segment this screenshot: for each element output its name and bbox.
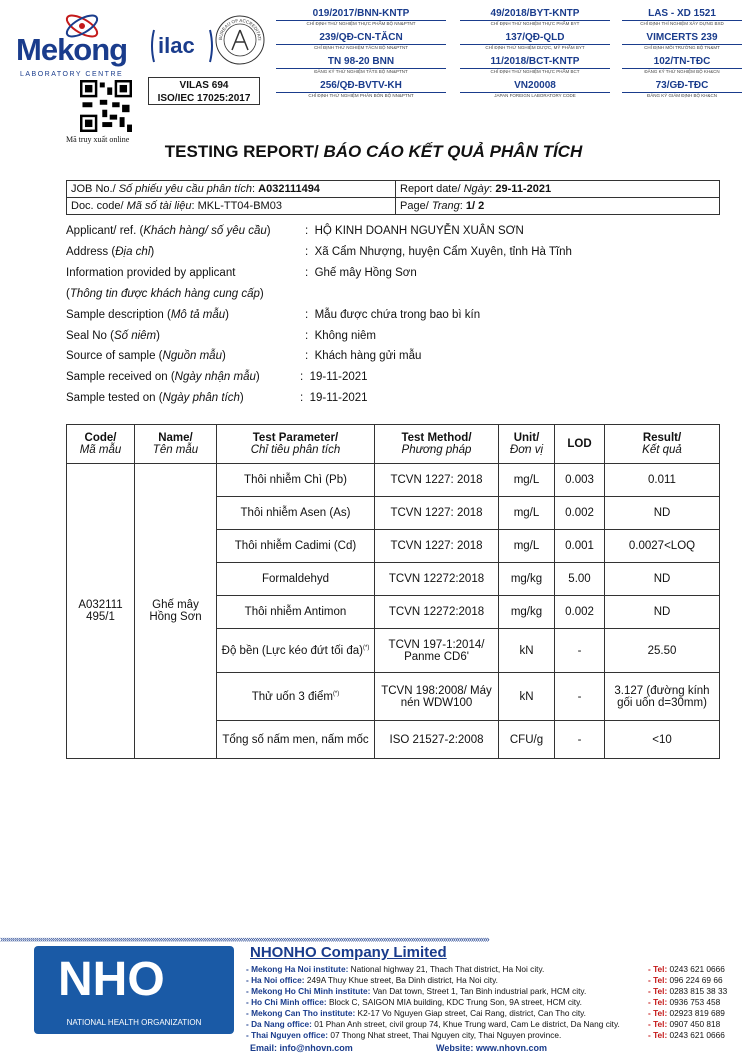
received-value: : 19-11-2021 <box>300 371 368 383</box>
tel-line: - Tel: 0283 815 38 33 <box>648 986 728 996</box>
header-name: Name/ Tên mẫu <box>135 425 217 464</box>
office-line: - Ha Noi office: 249A Thuy Khue street, Ba Dinh district, Ha Noi city. <box>246 975 498 985</box>
lod-cell: 0.001 <box>555 530 605 563</box>
method-cell: TCVN 1227: 2018 <box>375 497 499 530</box>
lod-cell: 0.002 <box>555 596 605 629</box>
unit-cell: mg/kg <box>499 563 555 596</box>
office-line: - Mekong Ha Noi institute: National highway 21, Thach That district, Ha Noi city. <box>246 964 545 974</box>
param-cell: Thôi nhiễm Asen (As) <box>217 497 375 530</box>
cert-item: VIMCERTS 239 CHỈ ĐỊNH MÔI TRƯỜNG BỘ TN&MT <box>622 32 742 51</box>
nho-logo <box>34 946 234 1034</box>
info-provided-label-vi: (Thông tin được khách hàng cung cấp) <box>66 288 264 300</box>
result-cell: ND <box>605 563 720 596</box>
cert-item: LAS - XD 1521 CHỈ ĐỊNH THÍ NGHIỆM XÂY DỰNG BXD <box>622 8 742 27</box>
office-line: - Da Nang office: 01 Phan Anh street, civil group 74, Khue Trung ward, Cam Le district, Da Nang city. <box>246 1019 620 1029</box>
header-result: Result/ Kết quả <box>605 425 720 464</box>
result-cell: 25.50 <box>605 629 720 673</box>
report-date-cell: Report date/ Ngày: 29-11-2021 <box>396 181 720 198</box>
office-line: - Thai Nguyen office: 07 Thong Nhat street, Thai Nguyen city, Thai Nguyen province. <box>246 1030 562 1040</box>
param-cell: Thử uốn 3 điểm(*) <box>217 673 375 721</box>
param-cell: Thôi nhiễm Chì (Pb) <box>217 464 375 497</box>
applicant-value: : HỘ KINH DOANH NGUYỄN XUÂN SƠN <box>305 225 524 237</box>
tested-label: Sample tested on (Ngày phân tích) <box>66 392 244 404</box>
nho-letters: NHO <box>58 953 165 1006</box>
cert-item: VN20008 JAPAN FOREIGN LABORATORY CODE <box>460 80 610 99</box>
method-cell: TCVN 198:2008/ Máy nén WDW100 <box>375 673 499 721</box>
applicant-label: Applicant/ ref. (Khách hàng/ số yêu cầu) <box>66 225 271 237</box>
office-line: - Mekong Ho Chi Minh institute: Van Dat town, Street 1, Tan Binh industrial park, HCM city. <box>246 986 587 996</box>
cert-item: 137/QĐ-QLD CHỈ ĐỊNH THỬ NGHIỆM DƯỢC, MỸ PHẨM BYT <box>460 32 610 51</box>
tel-line: - Tel: 02923 819 689 <box>648 1008 725 1018</box>
source-value: : Khách hàng gửi mẫu <box>305 350 422 362</box>
cert-item: 256/QĐ-BVTV-KH CHỈ ĐỊNH THỬ NGHIỆM PHÂN BÓN BỘ NN&PTNT <box>276 80 446 99</box>
unit-cell: mg/L <box>499 464 555 497</box>
sample-name: Ghế mây Hồng Sơn <box>135 464 217 759</box>
cert-item: 239/QĐ-CN-TĂCN CHỈ ĐỊNH THỬ NGHIỆM TĂCN BỘ NN&PTNT <box>276 32 446 51</box>
tested-value: : 19-11-2021 <box>300 392 368 404</box>
sample-code: A032111 495/1 <box>67 464 135 759</box>
lod-cell: 5.00 <box>555 563 605 596</box>
param-cell: Thôi nhiễm Cadimi (Cd) <box>217 530 375 563</box>
report-title: TESTING REPORT/ BÁO CÁO KẾT QUẢ PHÂN TÍCH <box>164 142 583 161</box>
method-cell: TCVN 12272:2018 <box>375 563 499 596</box>
param-cell: Thôi nhiễm Antimon <box>217 596 375 629</box>
header-code: Code/ Mã mẫu <box>67 425 135 464</box>
info-provided-value: : Ghế mây Hồng Sơn <box>305 267 417 279</box>
company-name: NHONHO Company Limited <box>250 944 447 961</box>
footer-chevron-line: »»»»»»»»»»»»»»»»»»»»»»»»»»»»»»»»»»»»»»»»»»»»»»»»»»»»»»»»»»»»»»»»»»»»»»»»»»»»»»»»»»»»»»»»»»»»»»»»»»»»»»»»»»»»»»»»»»»»»»»»»» <box>0 934 489 944</box>
table-row <box>67 464 720 497</box>
result-cell: 3.127 (đường kính gối uốn d=30mm) <box>605 673 720 721</box>
result-cell: <10 <box>605 721 720 759</box>
method-cell: TCVN 1227: 2018 <box>375 464 499 497</box>
header-method: Test Method/ Phương pháp <box>375 425 499 464</box>
ilac-logo <box>150 26 214 66</box>
cert-item: 019/2017/BNN-KNTP CHỈ ĐỊNH THỬ NGHIỆM THỰC PHẨM BỘ NN&PTNT <box>276 8 446 27</box>
cert-item: 49/2018/BYT-KNTP CHỈ ĐỊNH THỬ NGHIỆM THỰC PHẨM BYT <box>460 8 610 27</box>
result-cell: 0.011 <box>605 464 720 497</box>
job-number-cell: JOB No./ Số phiếu yêu cầu phân tích: A032111494 <box>67 181 396 198</box>
param-cell: Tổng số nấm men, nấm mốc <box>217 721 375 759</box>
source-label: Source of sample (Nguồn mẫu) <box>66 350 226 362</box>
results-table <box>66 424 720 759</box>
unit-cell: mg/kg <box>499 596 555 629</box>
header-unit: Unit/ Đơn vị <box>499 425 555 464</box>
unit-cell: kN <box>499 673 555 721</box>
param-cell: Độ bền (Lực kéo đứt tối đa)(*) <box>217 629 375 673</box>
vilas-badge <box>148 77 260 105</box>
cert-item: 73/GĐ-TĐC ĐĂNG KÝ GIÁM ĐỊNH BỘ KH&CN <box>622 80 742 99</box>
tel-line: - Tel: 0243 621 0666 <box>648 1030 725 1040</box>
page-cell: Page/ Trang: 1/ 2 <box>396 198 720 215</box>
method-cell: TCVN 12272:2018 <box>375 596 499 629</box>
unit-cell: kN <box>499 629 555 673</box>
address-value: : Xã Cẩm Nhượng, huyện Cẩm Xuyên, tỉnh Hà Tĩnh <box>305 246 572 258</box>
qr-code-icon[interactable] <box>80 80 132 132</box>
result-cell: ND <box>605 596 720 629</box>
email-link[interactable]: Email: info@nhovn.com <box>250 1043 353 1053</box>
vilas-line2: ISO/IEC 17025:2017 <box>157 93 251 104</box>
unit-cell: CFU/g <box>499 721 555 759</box>
sample-description-value: : Mẫu được chứa trong bao bì kín <box>305 309 481 321</box>
result-cell: ND <box>605 497 720 530</box>
lod-cell: - <box>555 673 605 721</box>
svg-text:BUREAU OF ACCREDITATION: BUREAU OF ACCREDITATI <box>217 17 263 41</box>
tel-line: - Tel: 0907 450 818 <box>648 1019 721 1029</box>
info-provided-label: Information provided by applicant <box>66 267 236 279</box>
sample-description-label: Sample description (Mô tả mẫu) <box>66 309 229 321</box>
tel-line: - Tel: 096 224 69 66 <box>648 975 723 985</box>
doc-code-cell: Doc. code/ Mã số tài liệu: MKL-TT04-BM03 <box>67 198 396 215</box>
logo-name: Mekong <box>16 32 128 67</box>
office-line: - Ho Chi Minh office: Block C, SAIGON MIA building, KDC Trung Son, 9A street, HCM city. <box>246 997 582 1007</box>
unit-cell: mg/L <box>499 497 555 530</box>
website-link[interactable]: Website: www.nhovn.com <box>436 1043 548 1053</box>
cert-item: 11/2018/BCT-KNTP CHỈ ĐỊNH THỬ NGHIỆM THỰC PHẨM BCT <box>460 56 610 75</box>
logo-subtitle: LABORATORY CENTRE <box>20 71 124 78</box>
result-cell: 0.0027<LOQ <box>605 530 720 563</box>
address-label: Address (Địa chỉ) <box>66 246 155 258</box>
method-cell: ISO 21527-2:2008 <box>375 721 499 759</box>
unit-cell: mg/L <box>499 530 555 563</box>
tel-line: - Tel: 0243 621 0666 <box>648 964 725 974</box>
office-line: - Mekong Can Tho institute: K2-17 Vo Nguyen Giap street, Cai Rang, district, Can Tho city. <box>246 1008 586 1018</box>
lod-cell: 0.002 <box>555 497 605 530</box>
header-parameter: Test Parameter/ Chỉ tiêu phân tích <box>217 425 375 464</box>
lod-cell: - <box>555 629 605 673</box>
cert-item: TN 98-20 BNN ĐĂNG KÝ THỬ NGHIỆM TĂTS BỘ NN&PTNT <box>276 56 446 75</box>
method-cell: TCVN 197-1:2014/ Panme CD6' <box>375 629 499 673</box>
received-label: Sample received on (Ngày nhận mẫu) <box>66 371 260 383</box>
vilas-line1: VILAS 694 <box>179 80 229 91</box>
lod-cell: 0.003 <box>555 464 605 497</box>
ilac-text: ilac <box>158 33 195 58</box>
qr-caption: Mã truy xuất online <box>66 135 130 144</box>
tel-line: - Tel: 0936 753 458 <box>648 997 721 1007</box>
method-cell: TCVN 1227: 2018 <box>375 530 499 563</box>
seal-no-value: : Không niêm <box>305 330 376 342</box>
seal-no-label: Seal No (Số niêm) <box>66 330 160 342</box>
cert-item: 102/TN-TĐC ĐĂNG KÝ THỬ NGHIỆM BỘ KH&CN <box>622 56 742 75</box>
param-cell: Formaldehyd <box>217 563 375 596</box>
header-lod: LOD <box>555 425 605 464</box>
nho-org: NATIONAL HEALTH ORGANIZATION <box>66 1018 202 1027</box>
job-info-table <box>66 180 720 215</box>
mekong-logo <box>16 10 136 78</box>
boa-seal-icon <box>214 10 266 70</box>
lod-cell: - <box>555 721 605 759</box>
